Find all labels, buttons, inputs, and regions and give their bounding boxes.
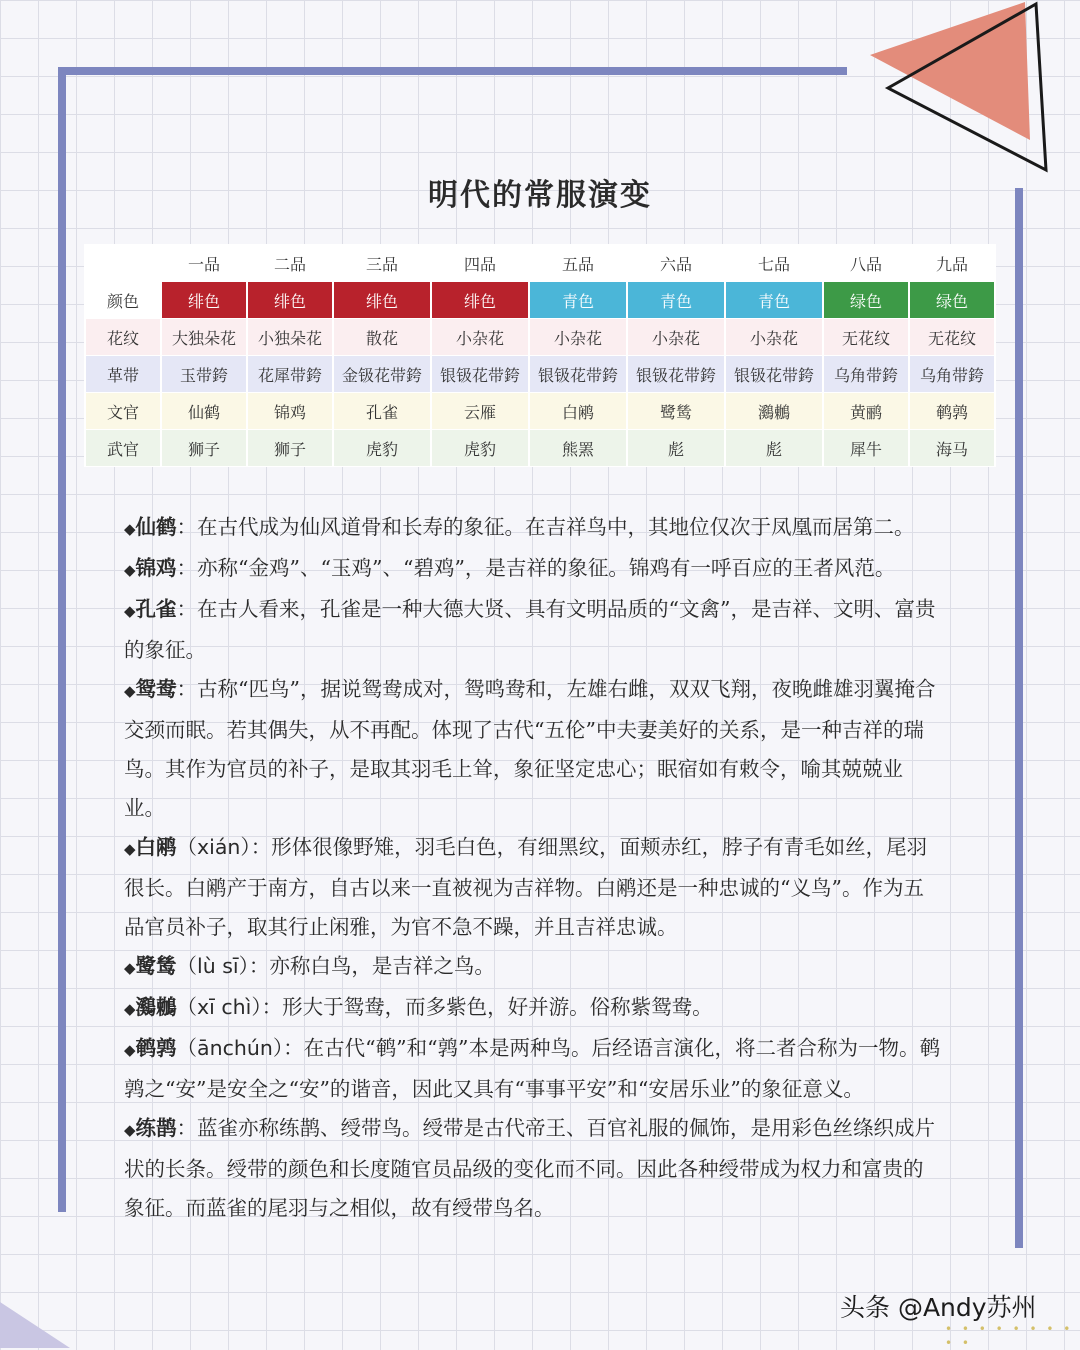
table-cell: 孔雀 (334, 393, 430, 429)
frame-right-bar (1015, 188, 1023, 1248)
table-cell: 金钑花带銙 (334, 356, 430, 392)
entry-text: ：形大于鸳鸯，而多紫色，好并游。俗称紫鸳鸯。 (261, 995, 713, 1019)
diamond-bullet-icon: ◆ (124, 520, 136, 538)
table-cell: 鸂鶒 (726, 393, 822, 429)
table-cell: 云雁 (432, 393, 528, 429)
table-cell: 锦鸡 (248, 393, 332, 429)
entry-term: 孔雀 (135, 597, 177, 621)
table-cell: 黄鹂 (824, 393, 908, 429)
table-cell: 绯色 (432, 282, 528, 318)
grade-header: 四品 (463, 254, 496, 274)
row-label: 武官 (86, 430, 160, 466)
table-cell: 虎豹 (432, 430, 528, 466)
entry-term: 鹌鹑 (135, 1036, 177, 1060)
description-entry (124, 947, 942, 988)
description-entry (124, 1029, 942, 1109)
table-cell: 散花 (334, 319, 430, 355)
entry-pinyin: （xī chì） (176, 995, 262, 1019)
frame-top-bar (60, 67, 847, 75)
entry-text: ：古称“匹鸟”，据说鸳鸯成对，鸳鸣鸯和，左雄右雌，双双飞翔，夜晚雌雄羽翼掩合交颈而眠。若其偶失，从不再配。体现了古代“五伦”中夫妻美好的关系，是一种吉祥的瑞鸟。其作为官员的补子，是取其羽毛上耸，象征坚定忠心；眠宿如有敕令，喻其兢兢业业。 (124, 677, 936, 820)
grade-header: 九品 (935, 254, 968, 274)
table-cell: 绿色 (910, 282, 994, 318)
table-cell: 仙鹤 (162, 393, 246, 429)
diamond-bullet-icon: ◆ (124, 1041, 136, 1059)
table-cell: 大独朵花 (162, 319, 246, 355)
diamond-bullet-icon: ◆ (124, 1121, 136, 1139)
entry-text: ：形体很像野雉，羽毛白色，有细黑纹，面颊赤红，脖子有青毛如丝，尾羽很长。白鹇产于南方，自古以来一直被视为吉祥物。白鹇还是一种忠诚的“义鸟”。作为五品官员补子，取其行止闲雅，为官不急不躁，并且吉祥忠诚。 (124, 835, 928, 939)
page-title: 明代的常服演变 (428, 178, 652, 213)
entry-text: ：蓝雀亦称练鹊、绶带鸟。绶带是古代帝王、百官礼服的佩饰，是用彩色丝绦织成片状的长条。绶带的颜色和长度随官员品级的变化而不同。因此各种绶带成为权力和富贵的象征。而蓝雀的尾羽与之相似，故有绶带鸟名。 (124, 1116, 936, 1220)
diamond-bullet-icon: ◆ (124, 840, 136, 858)
row-label: 颜色 (86, 282, 160, 318)
description-entry (124, 549, 942, 590)
rank-table (84, 244, 996, 467)
table-cell: 银钑花带銙 (726, 356, 822, 392)
civil-official-row (86, 393, 994, 429)
table-cell: 鹭鸶 (628, 393, 724, 429)
table-cell: 花犀带銙 (248, 356, 332, 392)
entry-text: ：在古人看来，孔雀是一种大德大贤、具有文明品质的“文禽”，是吉祥、文明、富贵的象征。 (124, 597, 936, 662)
table-cell: 彪 (726, 430, 822, 466)
table-cell: 无花纹 (824, 319, 908, 355)
entry-term: 鸂鶒 (135, 995, 177, 1019)
grade-header: 六品 (659, 254, 692, 274)
entry-term: 仙鹤 (135, 515, 177, 539)
entry-pinyin: （lù sī） (176, 954, 249, 978)
description-entry (124, 828, 942, 947)
color-row (86, 282, 994, 318)
military-official-row (86, 430, 994, 466)
table-cell: 虎豹 (334, 430, 430, 466)
table-cell: 玉带銙 (162, 356, 246, 392)
description-entry (124, 590, 942, 670)
diamond-bullet-icon: ◆ (124, 561, 136, 579)
description-entry (124, 1109, 942, 1228)
entry-term: 练鹊 (135, 1116, 177, 1140)
entry-text: ：亦称白鸟，是吉祥之鸟。 (248, 954, 495, 978)
bird-descriptions (124, 508, 942, 1228)
grade-header: 五品 (561, 254, 594, 274)
table-cell: 小杂花 (530, 319, 626, 355)
frame-left-bar (58, 67, 66, 1212)
row-label: 花纹 (86, 319, 160, 355)
table-cell: 彪 (628, 430, 724, 466)
table-cell: 银钑花带銙 (530, 356, 626, 392)
diamond-bullet-icon: ◆ (124, 1000, 136, 1018)
entry-term: 锦鸡 (135, 556, 177, 580)
table-cell: 银钑花带銙 (628, 356, 724, 392)
table-cell: 鹌鹑 (910, 393, 994, 429)
table-cell: 犀牛 (824, 430, 908, 466)
table-cell: 银钑花带銙 (432, 356, 528, 392)
table-cell: 青色 (726, 282, 822, 318)
diamond-bullet-icon: ◆ (124, 682, 136, 700)
table-cell: 狮子 (248, 430, 332, 466)
description-entry (124, 508, 942, 549)
row-label: 革带 (86, 356, 160, 392)
entry-text: ：在古代“鹌”和“鹑”本是两种鸟。后经语言演化，将二者合称为一物。鹌鹑之“安”是安全之“安”的谐音，因此又具有“事事平安”和“安居乐业”的象征意义。 (124, 1036, 941, 1101)
table-cell: 绯色 (334, 282, 430, 318)
row-label: 文官 (86, 393, 160, 429)
diamond-bullet-icon: ◆ (124, 602, 136, 620)
table-cell: 白鹇 (530, 393, 626, 429)
description-entry (124, 988, 942, 1029)
diamond-bullet-icon: ◆ (124, 959, 136, 977)
grade-header: 七品 (757, 254, 790, 274)
entry-pinyin: （xián） (176, 835, 251, 859)
grade-header: 一品 (187, 254, 220, 274)
grade-header: 八品 (849, 254, 882, 274)
entry-term: 鹭鸶 (135, 954, 177, 978)
grade-header: 三品 (365, 254, 398, 274)
table-cell: 无花纹 (910, 319, 994, 355)
watermark: 头条 @Andy苏州 (840, 1293, 1037, 1322)
table-cell: 小杂花 (628, 319, 724, 355)
table-cell: 青色 (530, 282, 626, 318)
entry-term: 白鹇 (135, 835, 177, 859)
entry-pinyin: （ānchún） (176, 1036, 284, 1060)
table-cell: 乌角带銙 (824, 356, 908, 392)
entry-term: 鸳鸯 (135, 677, 177, 701)
grade-header: 二品 (273, 254, 306, 274)
table-cell: 狮子 (162, 430, 246, 466)
table-cell: 青色 (628, 282, 724, 318)
table-cell: 小独朵花 (248, 319, 332, 355)
decorative-corner-shape (0, 1290, 90, 1348)
table-cell: 小杂花 (726, 319, 822, 355)
decorative-dots: • • • • • • • • • • (945, 1322, 1074, 1350)
table-cell: 绿色 (824, 282, 908, 318)
belt-row (86, 356, 994, 392)
pattern-row (86, 319, 994, 355)
decorative-triangle (860, 0, 1060, 180)
table-cell: 熊罴 (530, 430, 626, 466)
table-cell: 小杂花 (432, 319, 528, 355)
entry-text: ：亦称“金鸡”、“玉鸡”、“碧鸡”，是吉祥的象征。锦鸡有一呼百应的王者风范。 (176, 556, 896, 580)
table-cell: 乌角带銙 (910, 356, 994, 392)
table-cell: 海马 (910, 430, 994, 466)
header-corner (86, 245, 160, 281)
description-entry (124, 670, 942, 828)
grade-header-row (86, 245, 994, 281)
table-cell: 绯色 (162, 282, 246, 318)
entry-text: ：在古代成为仙风道骨和长寿的象征。在吉祥鸟中，其地位仅次于凤凰而居第二。 (176, 515, 915, 539)
table-cell: 绯色 (248, 282, 332, 318)
